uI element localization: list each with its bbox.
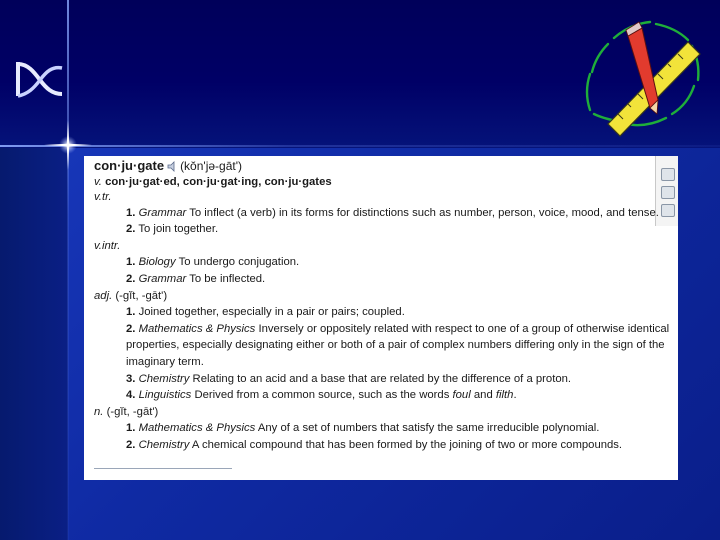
sense-label: Chemistry [138,372,190,385]
sense-label: Biology [138,256,176,269]
sense-number: 1. [126,256,136,269]
sense-text: To undergo conjugation. [178,256,300,269]
sense-text: To join together. [138,223,219,236]
email-icon[interactable] [661,186,675,199]
sense-text: Derived from a common source, such as the words [194,389,450,402]
sense-vintr-2 [94,271,654,288]
sense-text: imaginary term. [126,355,204,368]
sense-text: Joined together, especially in a pair or pairs; coupled. [138,306,405,319]
sense-number: 4. [126,389,136,402]
sense-text: To be inflected. [189,272,266,285]
sense-adj-3 [94,371,654,388]
sense-adj-1 [94,304,654,321]
sense-number: 1. [126,422,136,435]
sense-adj-2-cont [94,337,665,354]
example-word: foul [452,389,471,402]
pronunciation: (kŏn'jə-gāt') [180,159,243,173]
sense-text: A chemical compound that has been formed by the joining of two or more compounds. [191,438,623,451]
logo-icon [12,58,66,102]
sense-text: Any of a set of numbers that satisfy the same irreducible polynomial. [257,422,600,435]
pos-verb: v. [94,175,102,188]
sense-text: Inversely or oppositely related with respect to one of a group of otherwise identical [258,322,670,335]
sense-vtr-2 [94,221,654,238]
sense-adj-2 [94,321,670,338]
pos-adj-line [94,288,654,305]
sense-noun-2 [94,437,654,454]
print-icon[interactable] [661,168,675,181]
example-word: filth [495,389,514,402]
sense-vintr-1 [94,254,654,271]
sense-number: 2. [126,322,136,335]
pos-vintr-line [94,238,654,255]
sense-label: Linguistics [138,389,192,402]
horizontal-rule [0,145,720,147]
sense-label: Mathematics & Physics [138,422,256,435]
pos-noun-line [94,404,654,421]
ruler-pencil-clipart [580,14,706,138]
sense-text: properties, especially designating either or both of a pair of complex numbers differing only in the sign of the [126,339,665,352]
dictionary-panel [84,156,678,480]
sense-text: Relating to an acid and a base that are related by the difference of a proton. [192,372,572,385]
sense-vtr-1 [94,205,659,222]
sense-number: 1. [126,206,136,219]
pos-vintr: v.intr. [94,239,121,252]
sense-label: Grammar [138,272,187,285]
headword: con·ju·gate [94,158,165,173]
sense-label: Mathematics & Physics [138,322,256,335]
sense-label: Grammar [138,206,187,219]
pos-vtr: v.tr. [94,190,112,203]
sense-number: 2. [126,272,136,285]
speaker-icon[interactable] [167,161,178,172]
footer-rule [94,468,232,469]
sense-label: Chemistry [138,438,190,451]
pos-noun: n. [94,405,104,418]
sense-number: 2. [126,438,136,451]
dictionary-entry [94,158,670,454]
sense-adj-4 [94,387,654,404]
sense-number: 2. [126,223,136,236]
headword-line [94,158,654,175]
sense-noun-1 [94,420,654,437]
inflections: con·ju·gat·ed, con·ju·gat·ing, con·ju·gates [105,175,332,188]
sense-adj-2-cont2 [94,354,654,371]
inflection-line [94,175,654,190]
pos-adj: adj. [94,289,113,302]
vertical-rule [67,0,69,540]
sense-number: 3. [126,372,136,385]
sense-text: To inflect (a verb) in its forms for distinctions such as number, person, voice, mood, and tense. [189,206,659,219]
adj-pronunciation: (-gĭt, -gāt') [115,289,168,302]
bookmark-icon[interactable] [661,204,675,217]
pos-vtr-line [94,190,654,205]
sense-text: and [473,389,493,402]
sense-number: 1. [126,306,136,319]
sense-text: . [513,389,517,402]
noun-pronunciation: (-gĭt, -gāt') [106,405,159,418]
